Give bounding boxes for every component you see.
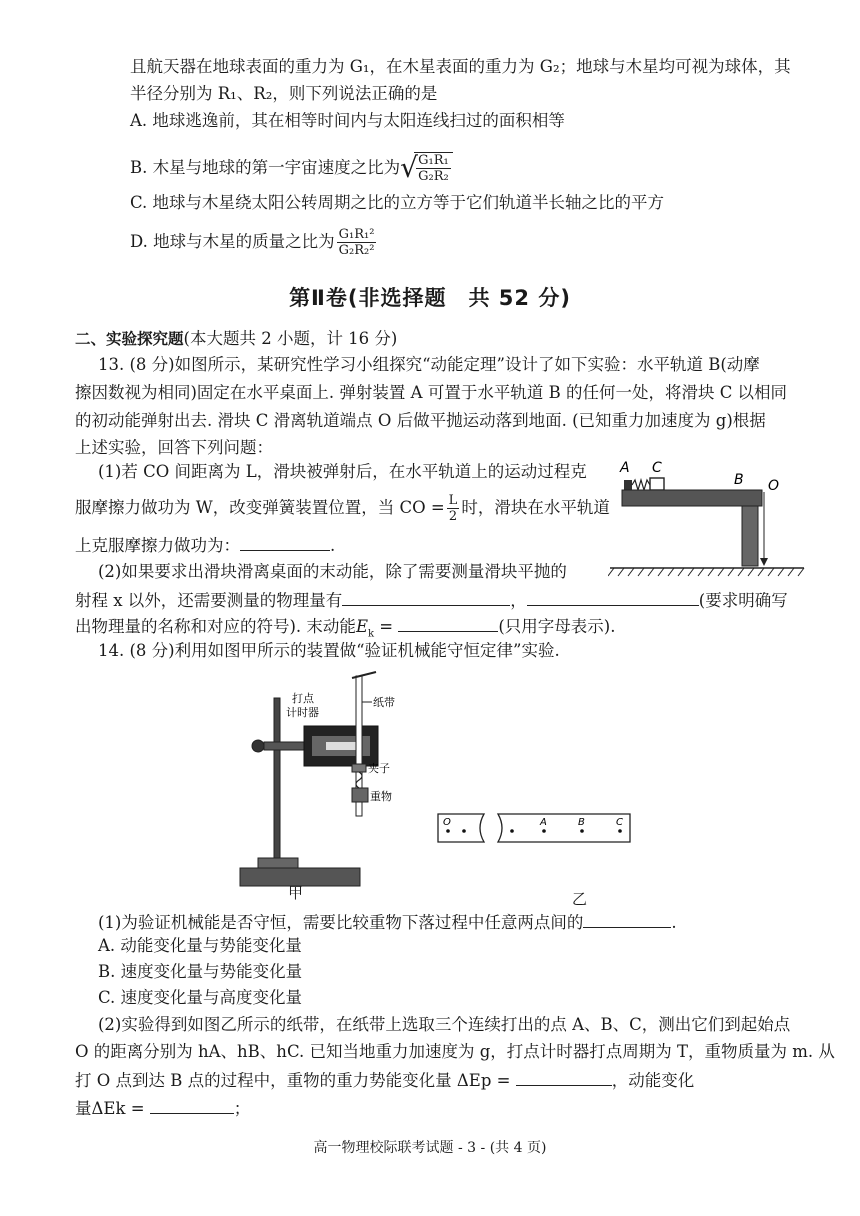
q14-option-b: B. 速度变化量与势能变化量	[98, 962, 303, 981]
stand-base-top	[258, 858, 298, 868]
dot-c	[618, 829, 622, 833]
label-o: O	[768, 478, 780, 494]
q14-option-c: C. 速度变化量与高度变化量	[98, 988, 303, 1007]
tape-top	[352, 672, 376, 678]
q12-d-numerator: G₁R₁²	[338, 226, 375, 242]
label-timer: 打点	[292, 692, 314, 705]
q14-figure-yi	[434, 810, 634, 850]
q13-part2-line1: (2)如果要求出滑块滑离桌面的末动能，除了需要测量滑块平抛的	[98, 562, 567, 581]
q13-part2-line3-eq: =	[374, 617, 394, 636]
q14-part1	[98, 911, 677, 934]
q13-figure	[608, 458, 808, 584]
dot-o	[446, 829, 450, 833]
label-tape: 纸带	[373, 696, 395, 709]
answer-blank[interactable]	[398, 615, 498, 632]
tape-label-a: A	[540, 817, 547, 828]
q13-line1: 13. (8 分)如图所示，某研究性学习小组探究“动能定理”设计了如下实验：水平轨道 B(动摩	[98, 355, 760, 374]
q14-part2-line3-a: 打 O 点到达 B 点的过程中，重物的重力势能变化量 ΔEp =	[75, 1071, 511, 1090]
figure-jia-caption: 甲	[288, 884, 304, 902]
section-heading	[75, 328, 397, 350]
q14-line1: 14. (8 分)利用如图甲所示的装置做“验证机械能守恒定律”实验.	[98, 641, 560, 660]
q13-part2-line3-a: 出物理量的名称和对应的符号). 末动能	[75, 617, 356, 636]
q13-part1-line2	[75, 486, 610, 530]
clip-icon	[352, 764, 366, 772]
q14-part2-line4-b: ；	[233, 1099, 251, 1118]
ground-hatch	[608, 568, 804, 576]
tape-label-b: B	[578, 817, 585, 828]
ek-symbol: E	[355, 617, 368, 636]
horizontal-track	[622, 490, 762, 506]
timer-core	[326, 742, 356, 750]
q13-part2-line2-b: ，	[510, 591, 527, 610]
q12-d-denominator: G₂R₂²	[338, 242, 375, 258]
weight-icon	[352, 788, 368, 802]
q13-fraction	[447, 493, 460, 524]
dot-2	[462, 829, 466, 833]
ek-subscript: k	[367, 628, 375, 640]
label-c: C	[652, 460, 662, 476]
q13-part1-line2-prefix: 服摩擦力做功为 W，改变弹簧装置位置，当 CO =	[75, 498, 445, 517]
q13-fraction-denominator: 2	[448, 508, 458, 524]
q13-fraction-numerator: L	[448, 492, 458, 508]
page-footer: 高一物理校际联考试题 - 3 - (共 4 页)	[313, 1140, 547, 1156]
knob-icon	[252, 740, 264, 752]
q13-part1-line2-suffix: 时，滑块在水平轨道	[461, 498, 610, 517]
part2-title: 第Ⅱ卷(非选择题 共 52 分)	[289, 286, 571, 310]
q13-line2: 擦因数视为相同)固定在水平桌面上. 弹射装置 A 可置于水平轨道 B 的任何一处，将滑块 C 以相同	[75, 383, 788, 402]
answer-blank[interactable]	[150, 1097, 234, 1114]
q13-part2-line3-b: (只用字母表示).	[498, 617, 616, 636]
answer-blank[interactable]	[342, 589, 510, 606]
tape-segment-2	[498, 814, 630, 842]
q12-b-denominator: G₂R₂	[418, 169, 449, 184]
q12-b-fraction	[416, 153, 451, 184]
label-b: B	[734, 472, 744, 488]
stand-rod	[274, 698, 280, 868]
figure-yi-caption: 乙	[572, 890, 588, 908]
answer-blank[interactable]	[527, 589, 699, 606]
spring-icon	[632, 480, 650, 490]
q13-line3: 的初动能弹射出去. 滑块 C 滑离轨道端点 O 后做平抛运动落到地面. (已知重力加速度为 g)根据	[75, 411, 766, 430]
dot-b	[580, 829, 584, 833]
q13-part2-line2	[75, 589, 788, 612]
q14-option-a: A. 动能变化量与势能变化量	[98, 936, 302, 955]
sqrt-expression	[400, 152, 453, 184]
answer-blank[interactable]	[240, 534, 330, 551]
q14-figure-jia	[230, 668, 430, 898]
q12-option-d-text: D. 地球与木星的质量之比为	[130, 232, 335, 251]
q13-line4: 上述实验，回答下列问题：	[75, 438, 273, 457]
tape-label-o: O	[443, 817, 451, 828]
q14-part1-text: (1)为验证机械能是否守恒，需要比较重物下落过程中任意两点间的	[98, 913, 584, 932]
q14-part2-line3-b: ，动能变化	[611, 1071, 695, 1090]
q13-part2-line2-c: (要求明确写	[698, 591, 788, 610]
q14-part1-end: .	[671, 913, 677, 932]
label-clip: 夹子	[368, 762, 390, 775]
q12-option-c: C. 地球与木星绕太阳公转周期之比的立方等于它们轨道半长轴之比的平方	[130, 193, 665, 212]
section-heading-note: (本大题共 2 小题，计 16 分)	[183, 329, 398, 348]
q12-d-fraction	[337, 227, 377, 258]
section-heading-label: 二、实验探究题	[75, 330, 184, 348]
label-timer2: 计时器	[286, 706, 319, 719]
q14-part2-line3	[75, 1069, 694, 1092]
radical-icon: √	[400, 151, 418, 184]
q14-part2-line1: (2)实验得到如图乙所示的纸带，在纸带上选取三个连续打出的点 A、B、C，测出它们到起始点	[98, 1015, 791, 1034]
q13-part1-line3-text: 上克服摩擦力做功为：	[75, 536, 240, 555]
answer-blank[interactable]	[516, 1069, 612, 1086]
q12-stem-line2: 半径分别为 R₁、R₂，则下列说法正确的是	[130, 84, 438, 103]
arrow-icon	[760, 558, 768, 566]
clamp-arm	[264, 742, 304, 750]
dot-3	[510, 829, 514, 833]
table-leg	[742, 506, 758, 566]
launcher-base	[624, 480, 632, 490]
q12-option-a: A. 地球逃逸前，其在相等时间内与太阳连线扫过的面积相等	[130, 111, 565, 130]
q13-part1-line1: (1)若 CO 间距离为 L，滑块被弹射后，在水平轨道上的运动过程克	[98, 462, 587, 481]
q12-option-d	[130, 218, 378, 266]
dot-a	[542, 829, 546, 833]
slider-block	[650, 478, 664, 490]
tape-label-c: C	[616, 817, 623, 828]
q12-b-numerator: G₁R₁	[418, 153, 449, 168]
q14-part2-line2: O 的距离分别为 hA、hB、hC. 已知当地重力加速度为 g，打点计时器打点周期为 T，重物质量为 m. 从	[75, 1042, 835, 1061]
answer-blank[interactable]	[583, 911, 671, 928]
q14-part2-line4	[75, 1097, 250, 1120]
q12-stem-line1: 且航天器在地球表面的重力为 G₁，在木星表面的重力为 G₂；地球与木星均可视为球体，其	[130, 57, 791, 76]
q13-part2-line2-a: 射程 x 以外，还需要测量的物理量有	[75, 591, 343, 610]
label-a: A	[620, 460, 630, 476]
q14-part2-line4-a: 量ΔEk =	[75, 1099, 145, 1118]
label-weight: 重物	[370, 790, 392, 803]
q12-option-b-text: B. 木星与地球的第一宇宙速度之比为	[130, 158, 401, 177]
q12-option-b	[130, 144, 453, 192]
q13-part1-line3: 上克服摩擦力做功为： .	[75, 536, 336, 555]
